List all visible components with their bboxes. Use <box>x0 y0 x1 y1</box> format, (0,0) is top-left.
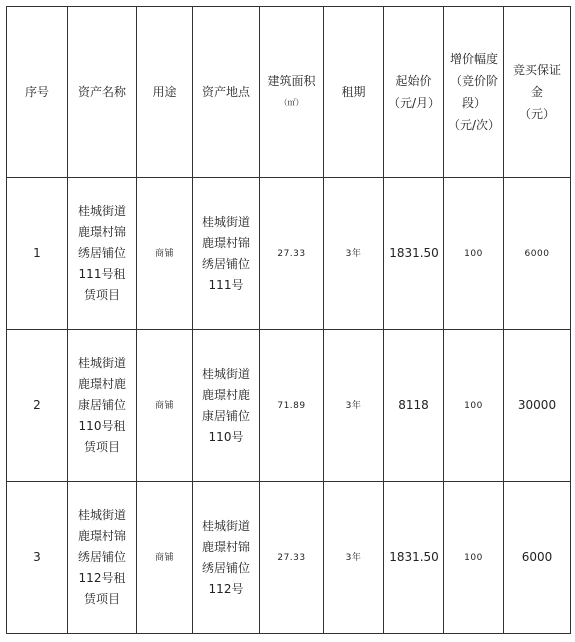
header-start-price-unit: （元/月） <box>388 96 441 110</box>
cell-asset-name: 桂城街道鹿璟村锦绣居铺位112号租赁项目 <box>68 482 137 634</box>
cell-location: 桂城街道鹿璟村锦绣居铺位112号 <box>193 482 260 634</box>
cell-area: 71.89 <box>260 330 324 482</box>
cell-start-price: 8118 <box>384 330 444 482</box>
cell-deposit: 6000 <box>504 178 571 330</box>
cell-use: 商铺 <box>137 330 193 482</box>
header-row <box>7 7 571 178</box>
header-seq: 序号 <box>7 7 68 178</box>
cell-term: 3年 <box>324 330 384 482</box>
header-location: 资产地点 <box>193 7 260 178</box>
cell-use: 商铺 <box>137 178 193 330</box>
cell-term: 3年 <box>324 178 384 330</box>
cell-location: 桂城街道鹿璟村锦绣居铺位111号 <box>193 178 260 330</box>
table-row <box>7 482 571 634</box>
header-area: 建筑面积 （㎡） <box>260 7 324 178</box>
cell-asset-name: 桂城街道鹿璟村鹿康居铺位110号租赁项目 <box>68 330 137 482</box>
asset-lease-table <box>6 6 571 634</box>
cell-term: 3年 <box>324 482 384 634</box>
cell-location: 桂城街道鹿璟村鹿康居铺位110号 <box>193 330 260 482</box>
cell-increment: 100 <box>444 178 504 330</box>
cell-start-price: 1831.50 <box>384 178 444 330</box>
table-row <box>7 330 571 482</box>
header-increment: 增价幅度 （竞价阶段） （元/次） <box>444 7 504 178</box>
header-start-price: 起始价 （元/月） <box>384 7 444 178</box>
cell-deposit: 30000 <box>504 330 571 482</box>
cell-seq: 3 <box>7 482 68 634</box>
cell-start-price: 1831.50 <box>384 482 444 634</box>
cell-seq: 2 <box>7 330 68 482</box>
header-deposit: 竞买保证金 （元） <box>504 7 571 178</box>
header-deposit-unit: （元） <box>518 107 555 121</box>
header-increment-unit: （元/次） <box>448 118 501 132</box>
cell-area: 27.33 <box>260 178 324 330</box>
header-use: 用途 <box>137 7 193 178</box>
cell-seq: 1 <box>7 178 68 330</box>
cell-asset-name: 桂城街道鹿璟村锦绣居铺位111号租赁项目 <box>68 178 137 330</box>
cell-area: 27.33 <box>260 482 324 634</box>
cell-deposit: 6000 <box>504 482 571 634</box>
header-term: 租期 <box>324 7 384 178</box>
table-row <box>7 178 571 330</box>
cell-increment: 100 <box>444 482 504 634</box>
cell-use: 商铺 <box>137 482 193 634</box>
header-area-unit: （㎡） <box>279 98 304 107</box>
cell-increment: 100 <box>444 330 504 482</box>
header-asset-name: 资产名称 <box>68 7 137 178</box>
header-increment-note: （竞价阶段） <box>449 74 498 110</box>
